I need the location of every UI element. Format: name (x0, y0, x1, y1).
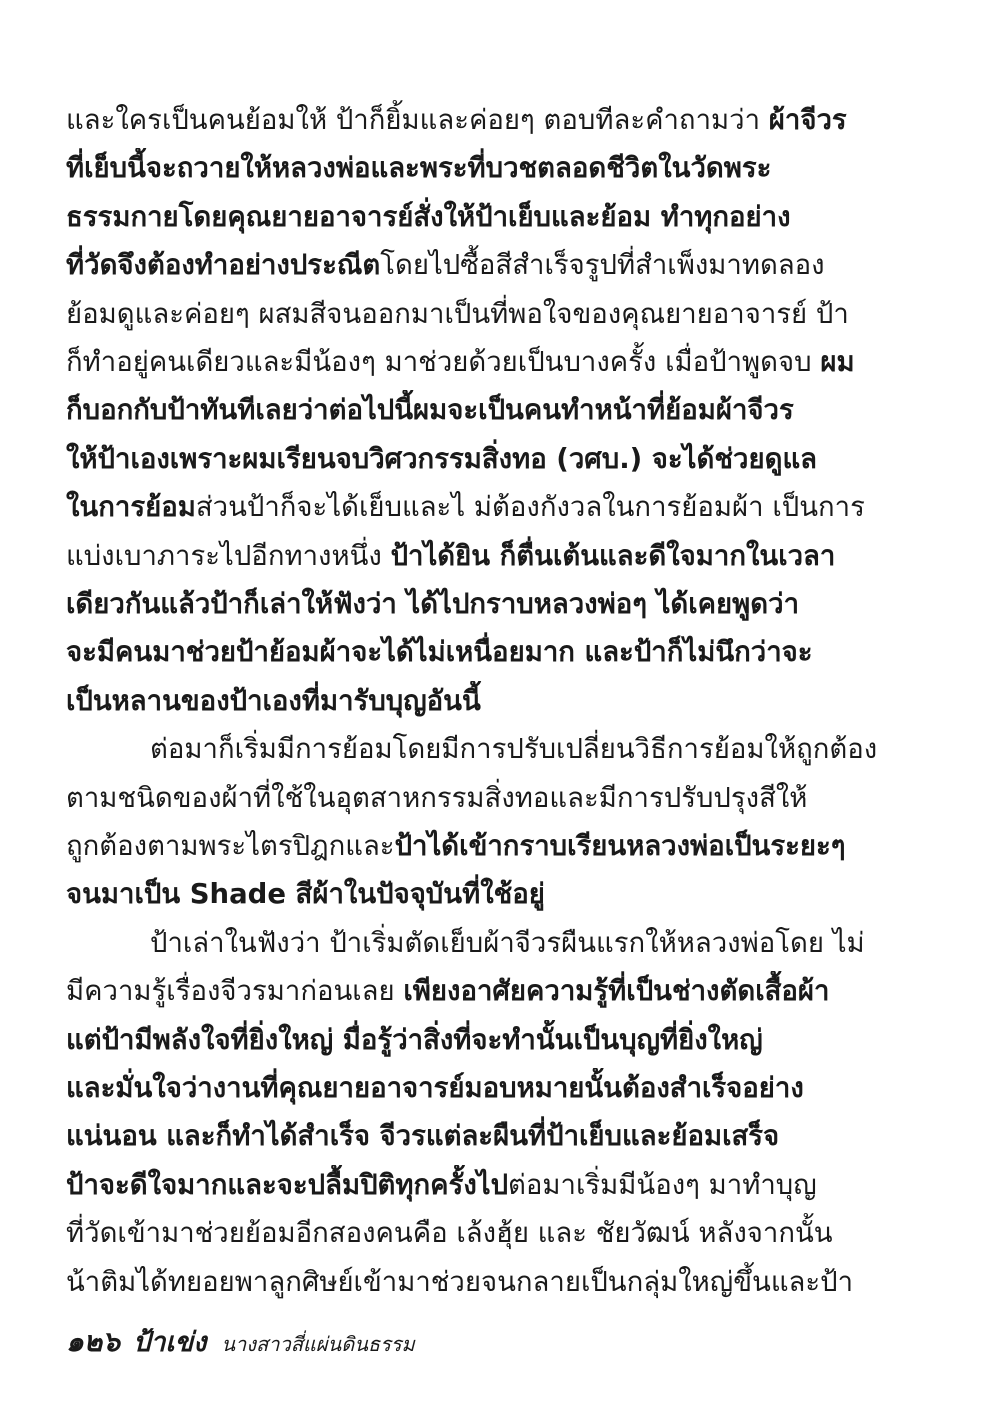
text-line (66, 1262, 886, 1306)
text-segment: ย้อมดูและค่อยๆ ผสมสีจนออกมาเป็นที่พอใจของคุณยายอาจารย์ ป้า (66, 297, 849, 330)
bold-text-segment: ป้าจะดีใจมากและจะปลื้มปิติทุกครั้งไป (66, 1168, 509, 1201)
text-segment: ต่อมาเริ่มมีน้องๆ มาทำบุญ (508, 1168, 817, 1201)
text-segment: โดยไปซื้อสีสำเร็จรูปที่สำเพ็งมาทดลอง (380, 249, 825, 282)
text-line (66, 632, 886, 676)
text-line (66, 1020, 886, 1064)
text-line (66, 1068, 886, 1112)
text-line (66, 1116, 886, 1160)
text-line (66, 1213, 886, 1257)
bold-text-segment: แน่นอน และก็ทำได้สำเร็จ จีวรแต่ละผืนที่ป้าเย็บและย้อมเสร็จ (66, 1120, 780, 1153)
text-segment: แบ่งเบาภาระไปอีกทางหนึ่ง (66, 539, 391, 572)
bold-text-segment: จะมีคนมาช่วยป้าย้อมผ้าจะได้ไม่เหนื่อยมาก และป้าก็ไม่นึกว่าจะ (66, 636, 813, 669)
bold-text-segment: และมั่นใจว่างานที่คุณยายอาจารย์มอบหมายนั้นต้องสำเร็จอย่าง (66, 1072, 804, 1104)
text-segment: น้าติมได้ทยอยพาลูกศิษย์เข้ามาช่วยจนกลายเป็นกลุ่มใหญ่ขึ้นและป้า (66, 1265, 854, 1298)
bold-text-segment: ในการย้อม (66, 491, 196, 524)
text-segment: และใครเป็นคนย้อมให้ ป้าก็ยิ้มและค่อยๆ ตอบทีละคำถามว่า (66, 104, 769, 136)
text-segment: ส่วนป้าก็จะได้เย็บและไ ม่ต้องกังวลในการย้อมผ้า เป็นการ (195, 491, 865, 524)
bold-text-segment: จนมาเป็น Shade สีผ้าในปัจจุบันที่ใช้อยู่ (66, 878, 545, 911)
bold-text-segment: ที่เย็บนี้จะถวายให้หลวงพ่อและพระที่บวชตลอดชีวิตในวัดพระ (66, 152, 772, 185)
text-line (66, 100, 886, 144)
text-line (66, 148, 886, 192)
footer-brand: ป้าเข่ง (133, 1327, 207, 1358)
text-line (66, 197, 886, 241)
text-line (66, 778, 886, 822)
page-footer (66, 1322, 415, 1362)
text-line (66, 826, 886, 870)
bold-text-segment: เป็นหลานของป้าเองที่มารับบุญอันนี้ (66, 684, 481, 717)
bold-text-segment: เพียงอาศัยความรู้ที่เป็นช่างตัดเสื้อผ้า (403, 975, 830, 1008)
text-line (66, 1165, 886, 1209)
text-line (150, 729, 886, 773)
text-segment: มีความรู้เรื่องจีวรมาก่อนเลย (66, 975, 404, 1008)
book-title: นางสาวสี่แผ่นดินธรรม (221, 1332, 415, 1356)
text-line (66, 971, 886, 1015)
text-line (150, 923, 886, 967)
bold-text-segment: ป้าได้เข้ากราบเรียนหลวงพ่อเป็นระยะๆ (394, 830, 846, 862)
text-line (66, 487, 886, 531)
text-segment: ป้าเล่าในฟังว่า ป้าเริ่มตัดเย็บผ้าจีวรผืนแรกให้หลวงพ่อโดย ไม่ (150, 926, 865, 959)
text-line (66, 294, 886, 338)
bold-text-segment: ก็บอกกับป้าทันทีเลยว่าต่อไปนี้ผมจะเป็นคนทำหน้าที่ย้อมผ้าจีวร (66, 394, 794, 427)
bold-text-segment: ที่วัดจึงต้องทำอย่างประณีต (66, 249, 381, 282)
text-line (66, 390, 886, 434)
bold-text-segment: เดียวกันแล้วป้าก็เล่าให้ฟังว่า ได้ไปกราบหลวงพ่อๆ ได้เคยพูดว่า (66, 588, 800, 620)
bold-text-segment: ป้าได้ยิน ก็ตื่นเต้นและดีใจมากในเวลา (390, 539, 836, 572)
text-line (66, 439, 886, 483)
text-line (66, 245, 886, 289)
text-segment: ก็ทำอยู่คนเดียวและมีน้องๆ มาช่วยด้วยเป็นบางครั้ง เมื่อป้าพูดจบ (66, 346, 821, 378)
text-segment: ตามชนิดของผ้าที่ใช้ในอุตสาหกรรมสิ่งทอและมีการปรับปรุงสีให้ (66, 781, 808, 814)
bold-text-segment: ธรรมกายโดยคุณยายอาจารย์สั่งให้ป้าเย็บและย้อม ทำทุกอย่าง (66, 200, 791, 233)
text-line (66, 536, 886, 580)
text-line (66, 584, 886, 628)
bold-text-segment: ผ้าจีวร (768, 104, 847, 136)
text-line (66, 681, 886, 725)
text-segment: ถูกต้องตามพระไตรปิฎกและ (66, 830, 395, 862)
text-segment: ต่อมาก็เริ่มมีการย้อมโดยมีการปรับเปลี่ยนวิธีการย้อมให้ถูกต้อง (150, 733, 878, 766)
text-line (66, 874, 886, 918)
page-number: ๑๒๖ (66, 1325, 121, 1358)
bold-text-segment: ผม (820, 346, 855, 378)
text-line (66, 342, 886, 386)
bold-text-segment: แต่ป้ามีพลังใจที่ยิ่งใหญ่ มื่อรู้ว่าสิ่งที่จะทำนั้นเป็นบุญที่ยิ่งใหญ่ (66, 1023, 763, 1056)
text-segment: ที่วัดเข้ามาช่วยย้อมอีกสองคนคือ เล้งฮุ้ย และ ชัยวัฒน์ หลังจากนั้น (66, 1217, 833, 1250)
bold-text-segment: ให้ป้าเองเพราะผมเรียนจบวิศวกรรมสิ่งทอ (วศบ.) จะได้ช่วยดูแล (66, 442, 818, 475)
